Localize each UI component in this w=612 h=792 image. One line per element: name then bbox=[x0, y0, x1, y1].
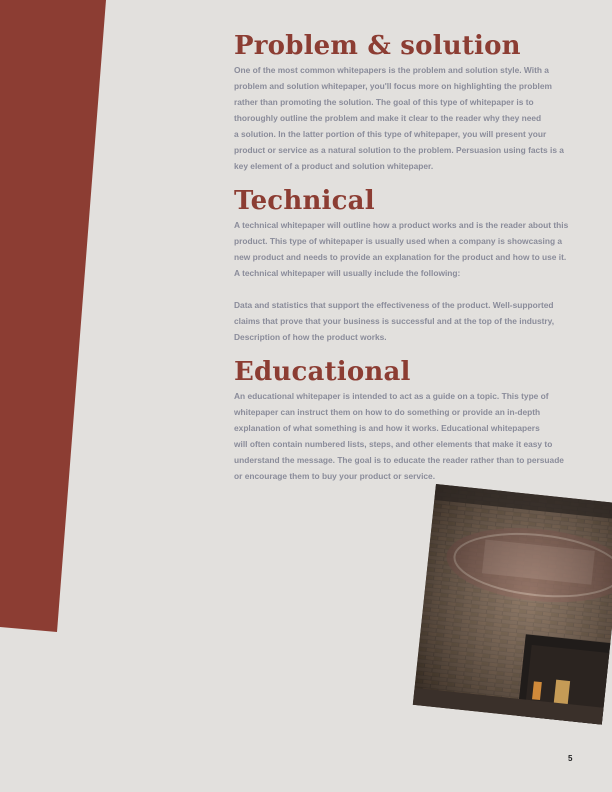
heading-educational: Educational bbox=[234, 357, 411, 387]
heading-problem-solution: Problem & solution bbox=[234, 31, 521, 61]
paragraph-problem-solution: One of the most common whitepapers is the problem and solution style. With a problem and solution whitepaper, you'll focus more on highlighting the problem rather than promoting the solution. The goal of this type of whitepaper is to thoroughly outline the problem and make it clear to the reader why they need a solution. In the latter portion of this type of whitepaper, you will present your product or service as a natural solution to the problem. Persuasion using facts is a key element of a product and solution whitepaper. bbox=[234, 65, 564, 171]
heading-technical: Technical bbox=[234, 186, 375, 216]
section-educational bbox=[234, 356, 580, 484]
main-content bbox=[234, 30, 580, 484]
paragraph-technical: A technical whitepaper will outline how a product works and is the reader about this product. This type of whitepaper is usually used when a company is showcasing a new product and needs to provide an explanation for the product and how to use it. A technical whitepaper will usually include the following: bbox=[234, 220, 569, 278]
brick-wall-sign-photo bbox=[413, 484, 612, 725]
list-technical-includes: Data and statistics that support the effectiveness of the product. Well-supported claims that prove that your business is successful and at the top of the industry, Description of how the product works. bbox=[234, 300, 555, 342]
paragraph-educational: An educational whitepaper is intended to act as a guide on a topic. This type of whitepaper can instruct them on how to do something or provide an in-depth explanation of what something is and how it works. Educational whitepapers will often contain numbered lists, steps, and other elements that make it easy to understand the message. The goal is to educate the reader rather than to persuade or encourage them to buy your product or service. bbox=[234, 391, 564, 481]
section-problem-solution bbox=[234, 30, 580, 174]
section-technical bbox=[234, 185, 580, 345]
page-number: 5 bbox=[568, 754, 573, 763]
